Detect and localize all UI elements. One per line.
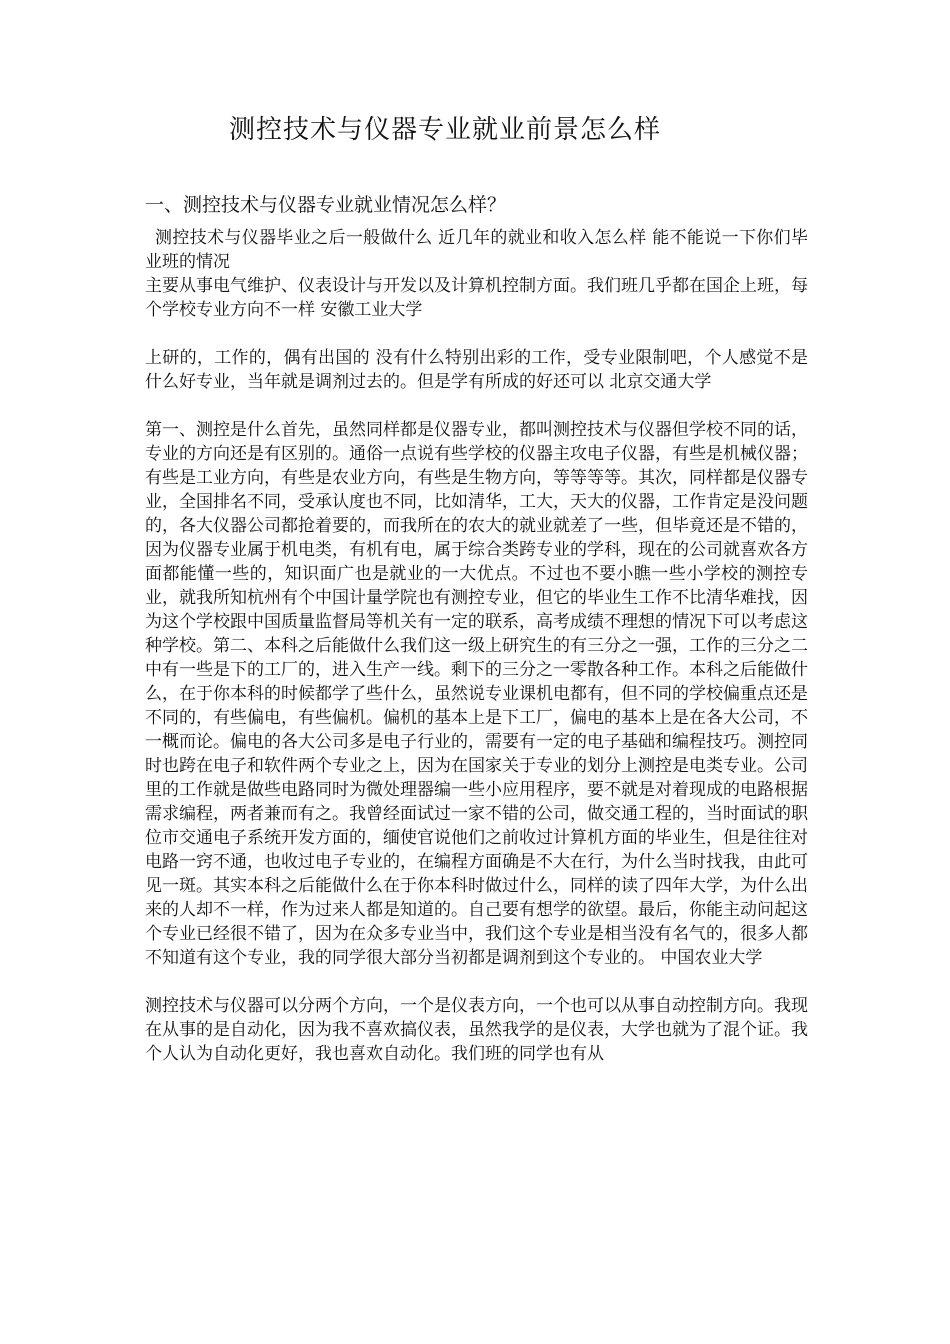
- question-paragraph: 测控技术与仪器毕业之后一般做什么 近几年的就业和收入怎么样 能不能说一下你们毕业班的情况: [145, 228, 808, 272]
- document-title: 测控技术与仪器专业就业前景怎么样: [228, 115, 661, 145]
- paragraph-spacer: [145, 970, 808, 994]
- document-body: [145, 190, 808, 1066]
- paragraph-spacer: [145, 394, 808, 418]
- answer-paragraph-2: 上研的，工作的，偶有出国的 没有什么特别出彩的工作，受专业限制吧，个人感觉不是什么好专业，当年就是调剂过去的。但是学有所成的好还可以 北京交通大学: [145, 348, 808, 392]
- answer-paragraph-4: 测控技术与仪器可以分两个方向，一个是仪表方向，一个也可以从事自动控制方向。我现在从事的是自动化，因为我不喜欢搞仪表，虽然我学的是仪表，大学也就为了混个证。我个人认为自动化更好，我也喜欢自动化。我们班的同学也有从: [145, 996, 808, 1064]
- answer-paragraph-1: 主要从事电气维护、仪表设计与开发以及计算机控制方面。我们班几乎都在国企上班，每个学校专业方向不一样 安徽工业大学: [145, 276, 808, 320]
- section-heading: 一、测控技术与仪器专业就业情况怎么样？: [145, 194, 507, 216]
- paragraph-spacer: [145, 322, 808, 346]
- answer-paragraph-3: 第一、测控是什么首先，虽然同样都是仪器专业，都叫测控技术与仪器但学校不同的话，专业的方向还是有区别的。通俗一点说有些学校的仪器主攻电子仪器，有些是机械仪器；有些是工业方向，有些是农业方向，有些是生物方向，等等等等。其次，同样都是仪器专业，全国排名不同，受承认度也不同，比如清华，工大，天大的仪器，工作肯定是没问题的，各大仪器公司都抢着要的，而我所在的农大的就业就差了一些，但毕竟还是不错的，因为仪器专业属于机电类，有机有电，属于综合类跨专业的学科，现在的公司就喜欢各方面都能懂一些的，知识面广也是就业的一大优点。不过也不要小瞧一些小学校的测控专业，就我所知杭州有个中国计量学院也有测控专业，但它的毕业生工作不比清华难找，因为这个学校跟中国质量监督局等机关有一定的联系，高考成绩不理想的情况下可以考虑这种学校。第二、本科之后能做什么我们这一级上研究生的有三分之一强，工作的三分之二中有一些是下的工厂的，进入生产一线。剩下的三分之一零散各种工作。本科之后能做什么，在于你本科的时候都学了些什么，虽然说专业课机电都有，但不同的学校偏重点还是不同的，有些偏电，有些偏机。偏机的基本上是下工厂，偏电的基本上是在各大公司，不一概而论。偏电的各大公司多是电子行业的，需要有一定的电子基础和编程技巧。测控同时也跨在电子和软件两个专业之上，因为在国家关于专业的划分上测控是电类专业。公司里的工作就是做些电路同时为微处理器编一些小应用程序，要不就是对着现成的电路根据需求编程，两者兼而有之。我曾经面试过一家不错的公司，做交通工程的，当时面试的职位市交通电子系统开发方面的，缅使官说他们之前收过计算机方面的毕业生，但是往往对电路一窍不通，也收过电子专业的，在编程方面确是不大在行，为什么当时找我，由此可见一斑。其实本科之后能做什么在于你本科时做过什么，同样的读了四年大学，为什么出来的人却不一样，作为过来人都是知道的。自己要有想学的欲望。最后，你能主动问起这个专业已经很不错了，因为在众多专业当中，我们这个专业是相当没有名气的，很多人都不知道有这个专业，我的同学很大部分当初都是调剂到这个专业的。 中国农业大学: [145, 420, 808, 968]
